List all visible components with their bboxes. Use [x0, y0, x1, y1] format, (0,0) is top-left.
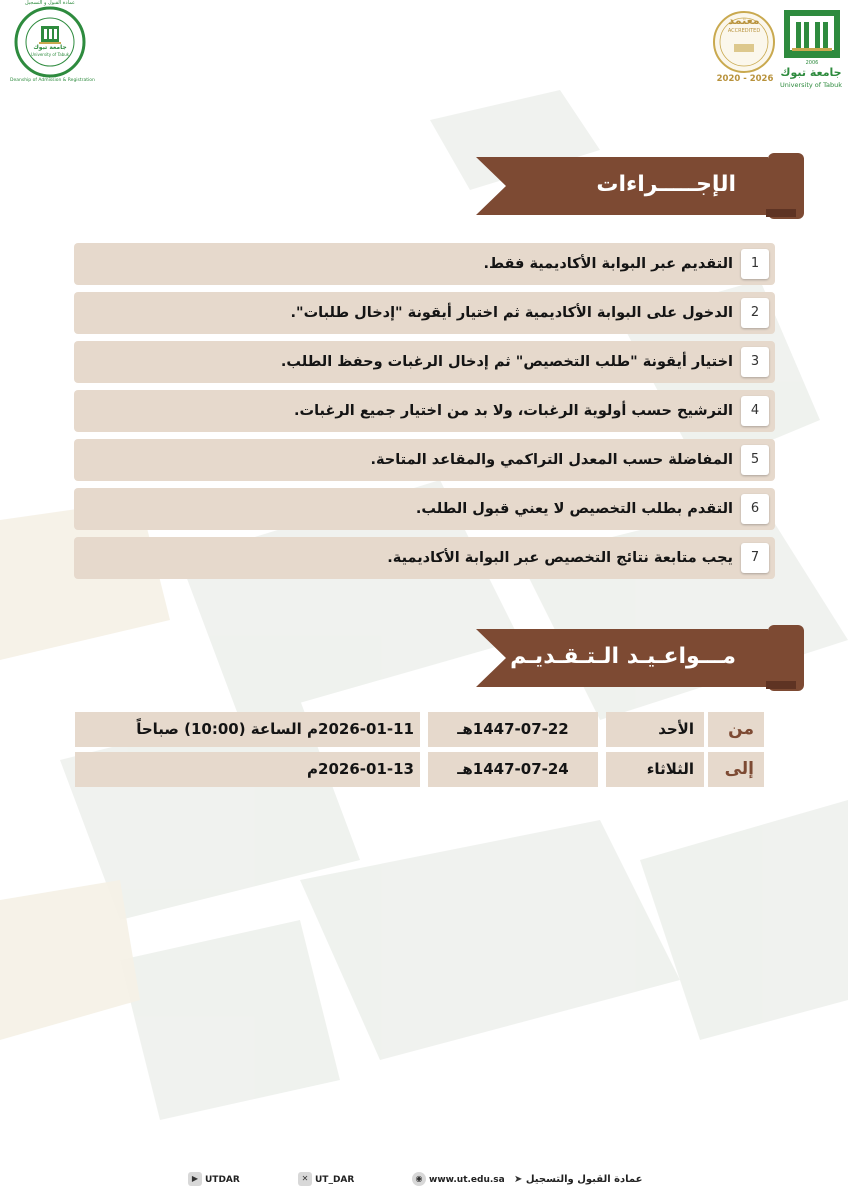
schedule-from-label: من	[708, 712, 764, 747]
schedule-to-gregorian: 2026-01-13م	[75, 752, 420, 787]
footer-x[interactable]	[298, 1170, 354, 1190]
procedure-number: 5	[741, 445, 769, 475]
procedure-item	[74, 488, 775, 530]
procedure-text: التقدم بطلب التخصيص لا يعني قبول الطلب.	[415, 501, 733, 517]
x-icon: ✕	[298, 1172, 312, 1186]
footer-website-url: www.ut.edu.sa	[429, 1175, 505, 1185]
schedule-from-hijri: 1447-07-22هـ	[428, 712, 598, 747]
accreditation-english: ACCREDITED	[727, 28, 761, 34]
schedule-title: مـــواعـيـد الـتـقـديـم	[510, 644, 736, 669]
procedure-text: الترشيح حسب أولوية الرغبات، ولا بد من اختيار جميع الرغبات.	[294, 403, 733, 419]
deanship-logo-name-en: University of Tabuk	[30, 52, 70, 57]
procedure-text: اختيار أيقونة "طلب التخصيص" ثم إدخال الرغبات وحفظ الطلب.	[280, 354, 733, 370]
procedure-number: 4	[741, 396, 769, 426]
footer	[0, 1170, 848, 1190]
procedures-banner	[476, 153, 806, 217]
footer-deanship-name: عمادة القبول والتسجيل	[525, 1174, 643, 1185]
procedure-number: 1	[741, 249, 769, 279]
university-logo	[782, 8, 842, 60]
youtube-icon: ▶	[188, 1172, 202, 1186]
arrow-icon: ➤	[514, 1174, 523, 1185]
procedure-text: التقديم عبر البوابة الأكاديمية فقط.	[483, 256, 733, 272]
footer-youtube[interactable]	[188, 1170, 240, 1190]
deanship-logo-arabic: عمادة القبول و التسجيل	[25, 0, 75, 6]
accreditation-years: 2020 - 2026	[716, 74, 774, 84]
procedure-number: 6	[741, 494, 769, 524]
procedure-number: 3	[741, 347, 769, 377]
footer-youtube-handle: UTDAR	[205, 1175, 240, 1185]
schedule-to-label: إلى	[708, 752, 764, 787]
university-name-english: University of Tabuk	[779, 81, 843, 89]
procedures-title: الإجـــــراءات	[596, 172, 736, 197]
university-name-arabic: جامعة تبوك	[780, 66, 842, 79]
procedure-text: الدخول على البوابة الأكاديمية ثم اختيار أيقونة "إدخال طلبات".	[290, 305, 733, 321]
procedure-item	[74, 292, 775, 334]
footer-deanship	[514, 1170, 642, 1190]
university-year: 2006	[805, 60, 819, 66]
schedule-from-day: الأحد	[606, 712, 704, 747]
deanship-logo-english: Deanship of Admission & Registration	[10, 78, 95, 83]
procedure-text: المفاضلة حسب المعدل التراكمي والمقاعد المتاحة.	[370, 452, 733, 468]
procedure-number: 2	[741, 298, 769, 328]
procedure-text: يجب متابعة نتائج التخصيص عبر البوابة الأكاديمية.	[387, 550, 733, 566]
footer-x-handle: UT_DAR	[315, 1175, 355, 1185]
accreditation-arabic: معتمد	[728, 14, 760, 27]
schedule-from-gregorian: 2026-01-11م الساعة (10:00) صباحاً	[75, 712, 420, 747]
procedure-item	[74, 537, 775, 579]
procedure-item	[74, 243, 775, 285]
procedure-item	[74, 439, 775, 481]
globe-icon: ◉	[412, 1172, 426, 1186]
deanship-logo-name: جامعة تبوك	[33, 44, 67, 51]
schedule-to-hijri: 1447-07-24هـ	[428, 752, 598, 787]
footer-website[interactable]	[412, 1170, 505, 1190]
deanship-logo	[14, 6, 86, 78]
procedure-item	[74, 390, 775, 432]
schedule-banner	[476, 625, 806, 689]
procedure-item	[74, 341, 775, 383]
procedure-number: 7	[741, 543, 769, 573]
procedures-list	[74, 243, 775, 586]
schedule-to-day: الثلاثاء	[606, 752, 704, 787]
